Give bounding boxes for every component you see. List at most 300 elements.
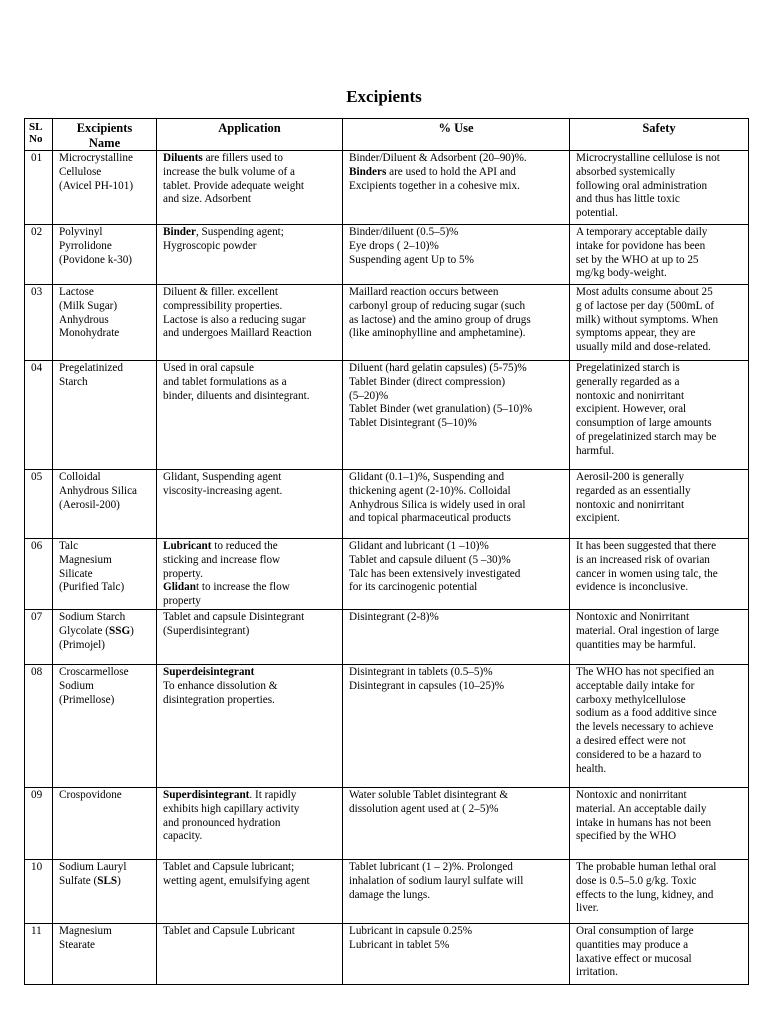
text-segment: ) (130, 624, 134, 637)
text-segment: set by the WHO at up to 25 (576, 253, 699, 266)
use-text-line (349, 925, 563, 939)
text-segment: (Superdisintegrant) (163, 624, 250, 637)
text-segment: damage the lungs. (349, 888, 431, 901)
application-text-line (163, 554, 336, 568)
text-segment: Diluent & filler. excellent (163, 286, 278, 298)
text-segment: Glidant (0.1–1)%, Suspending and (349, 471, 505, 483)
text-segment: thickening agent (2-10)%. Colloidal (349, 484, 511, 497)
application-text-line (163, 666, 336, 680)
text-segment: generally regarded as a (576, 375, 680, 388)
text-segment: of pregelatinized starch may be (576, 430, 717, 443)
name-cell (53, 225, 157, 285)
application-text-line (163, 286, 336, 300)
application-cell (157, 787, 343, 859)
safety-text-line (576, 152, 742, 166)
text-segment: and thus has little toxic (576, 193, 680, 206)
safety-cell (570, 361, 749, 470)
name-text-line (59, 861, 150, 875)
application-text-line (163, 817, 336, 831)
application-cell (157, 664, 343, 787)
safety-text-line (576, 341, 742, 355)
name-text-line (59, 286, 150, 300)
text-segment: Binder/Diluent & Adsorbent (20–90)%. (349, 152, 527, 164)
use-text-line (349, 403, 563, 417)
application-text-line (163, 152, 336, 166)
application-text-line (163, 314, 336, 328)
text-segment: Talc has been extensively investigated (349, 567, 521, 580)
text-segment: Croscarmellose (59, 665, 129, 678)
application-cell (157, 609, 343, 664)
text-segment: liver. (576, 902, 599, 915)
safety-text-line (576, 789, 742, 803)
text-segment: Tablet and Capsule Lubricant (163, 924, 295, 937)
sl-no-cell: 08 (25, 664, 53, 787)
text-segment: g of lactose per day (500mL of (576, 299, 715, 312)
text-segment: Disintegrant in capsules (10–25)% (349, 679, 505, 692)
use-text-line (349, 226, 563, 240)
bold-term: Binder (163, 226, 196, 238)
safety-text-line (576, 471, 742, 485)
application-text-line (163, 362, 336, 376)
safety-text-line (576, 314, 742, 328)
bold-term: Diluents (163, 152, 203, 164)
application-cell (157, 285, 343, 361)
text-segment: intake for povidone has been (576, 239, 706, 252)
header-percent-use: % Use (343, 119, 570, 151)
text-segment: evidence is inconclusive. (576, 581, 689, 594)
safety-text-line (576, 485, 742, 499)
safety-text-line (576, 390, 742, 404)
safety-text-line (576, 889, 742, 903)
text-segment: (like aminophylline and amphetamine). (349, 327, 526, 340)
text-segment: Polyvinyl (59, 226, 103, 238)
text-segment: following oral administration (576, 179, 708, 192)
bold-term: SSG (109, 624, 131, 637)
table-row (25, 151, 749, 225)
name-cell (53, 859, 157, 923)
use-text-line (349, 680, 563, 694)
safety-text-line (576, 286, 742, 300)
use-text-line (349, 485, 563, 499)
text-segment: (Purified Talc) (59, 581, 125, 594)
table-row (25, 787, 749, 859)
use-cell (343, 151, 570, 225)
use-text-line (349, 180, 563, 194)
text-segment: viscosity-increasing agent. (163, 484, 283, 497)
application-text-line (163, 581, 336, 595)
safety-text-line (576, 445, 742, 459)
text-segment: Tablet and Capsule lubricant; (163, 860, 295, 873)
text-segment: mg/kg body-weight. (576, 267, 667, 280)
application-text-line (163, 694, 336, 708)
text-segment: A temporary acceptable daily (576, 226, 708, 238)
name-text-line (59, 611, 150, 625)
text-segment: Diluent (hard gelatin capsules) (5-75)% (349, 362, 527, 374)
text-segment: is an increased risk of ovarian (576, 553, 710, 566)
text-segment: laxative effect or mucosal (576, 952, 692, 965)
text-segment: Pyrrolidone (59, 239, 112, 252)
text-segment: quantities may be harmful. (576, 638, 696, 651)
text-segment: a desired effect were not (576, 734, 686, 747)
application-cell (157, 923, 343, 984)
text-segment: carboxy methylcellulose (576, 693, 686, 706)
name-text-line (59, 152, 150, 166)
text-segment: quantities may produce a (576, 938, 689, 951)
safety-text-line (576, 207, 742, 221)
safety-text-line (576, 803, 742, 817)
safety-cell (570, 151, 749, 225)
text-segment: Anhydrous Silica (59, 484, 137, 497)
application-text-line (163, 226, 336, 240)
text-segment: Magnesium (59, 924, 112, 937)
text-segment: , Suspending agent; (195, 226, 284, 238)
text-segment: Glidant, Suspending agent (163, 471, 282, 483)
safety-text-line (576, 540, 742, 554)
safety-text-line (576, 939, 742, 953)
application-cell (157, 151, 343, 225)
text-segment: Disintegrant in tablets (0.5–5)% (349, 665, 493, 678)
text-segment: carbonyl group of reducing sugar (such (349, 299, 526, 312)
use-text-line (349, 861, 563, 875)
application-text-line (163, 166, 336, 180)
bold-term: Glidan (163, 581, 196, 594)
name-cell (53, 923, 157, 984)
use-cell (343, 859, 570, 923)
text-segment: Tablet and capsule diluent (5 –30)% (349, 553, 511, 566)
text-segment: disintegration properties. (163, 693, 275, 706)
header-name-line-2: Name (88, 135, 121, 150)
application-text-line (163, 595, 336, 609)
text-segment: t to increase the flow (195, 581, 290, 594)
use-cell (343, 225, 570, 285)
safety-text-line (576, 735, 742, 749)
use-cell (343, 664, 570, 787)
text-segment: and size. Adsorbent (163, 193, 251, 206)
application-text-line (163, 830, 336, 844)
text-segment: (Primojel) (59, 638, 105, 651)
text-segment: sodium as a food additive since (576, 707, 717, 720)
safety-text-line (576, 666, 742, 680)
header-application: Application (157, 119, 343, 151)
application-text-line (163, 540, 336, 554)
text-segment: to reduced the (211, 540, 278, 552)
text-segment: dose is 0.5–5.0 g/kg. Toxic (576, 874, 697, 887)
table-row (25, 539, 749, 610)
text-segment: Glidant and lubricant (1 –10)% (349, 540, 489, 552)
sl-no-cell: 04 (25, 361, 53, 470)
safety-text-line (576, 327, 742, 341)
use-cell (343, 923, 570, 984)
application-text-line (163, 680, 336, 694)
name-text-line (59, 581, 150, 595)
use-text-line (349, 240, 563, 254)
text-segment: property (163, 595, 201, 608)
application-text-line (163, 327, 336, 341)
text-segment: Stearate (59, 938, 96, 951)
name-text-line (59, 362, 150, 376)
safety-text-line (576, 193, 742, 207)
text-segment: regarded as an essentially (576, 484, 691, 497)
bold-term: Superdeisintegrant (163, 665, 255, 678)
page-title: Excipients (346, 87, 422, 106)
use-text-line (349, 152, 563, 166)
name-cell (53, 470, 157, 539)
name-text-line (59, 499, 150, 513)
use-text-line (349, 554, 563, 568)
text-segment: Lubricant in capsule 0.25% (349, 924, 473, 937)
text-segment: Lactose (59, 286, 94, 298)
application-text-line (163, 625, 336, 639)
name-text-line (59, 240, 150, 254)
text-segment: sticking and increase flow (163, 553, 281, 566)
text-segment: cancer in women using talc, the (576, 567, 718, 580)
safety-text-line (576, 817, 742, 831)
safety-cell (570, 859, 749, 923)
text-segment: intake in humans has not been (576, 816, 712, 829)
text-segment: (Aerosil-200) (59, 498, 120, 511)
use-text-line (349, 417, 563, 431)
text-segment: Microcrystalline (59, 152, 133, 164)
bold-term: Lubricant (163, 540, 212, 552)
safety-text-line (576, 226, 742, 240)
use-text-line (349, 300, 563, 314)
application-text-line (163, 180, 336, 194)
text-segment: ) (117, 874, 121, 887)
use-text-line (349, 666, 563, 680)
text-segment: milk) without symptoms. When (576, 313, 719, 326)
text-segment: material. An acceptable daily (576, 802, 707, 815)
text-segment: . It rapidly (249, 788, 297, 801)
name-text-line (59, 625, 150, 639)
text-segment: excipient. However, oral (576, 403, 687, 416)
text-segment: To enhance dissolution & (163, 679, 278, 692)
header-excipients-name (53, 119, 157, 151)
name-text-line (59, 925, 150, 939)
safety-cell (570, 470, 749, 539)
text-segment: and undergoes Maillard Reaction (163, 327, 312, 340)
header-safety: Safety (570, 119, 749, 151)
name-text-line (59, 300, 150, 314)
text-segment: compressibility properties. (163, 299, 283, 312)
text-segment: Sodium Starch (59, 610, 126, 623)
text-segment: Talc (59, 540, 79, 552)
text-segment: Hygroscopic powder (163, 239, 257, 252)
application-text-line (163, 471, 336, 485)
text-segment: Maillard reaction occurs between (349, 286, 499, 298)
text-segment: Anhydrous (59, 313, 109, 326)
use-text-line (349, 889, 563, 903)
name-text-line (59, 639, 150, 653)
use-text-line (349, 166, 563, 180)
safety-text-line (576, 721, 742, 735)
text-segment: Nontoxic and Nonirritant (576, 610, 690, 623)
safety-text-line (576, 568, 742, 582)
sl-no-cell: 10 (25, 859, 53, 923)
text-segment: Excipients together in a cohesive mix. (349, 179, 520, 192)
text-segment: wetting agent, emulsifying agent (163, 874, 310, 887)
application-text-line (163, 925, 336, 939)
name-cell (53, 539, 157, 610)
safety-text-line (576, 499, 742, 513)
name-cell (53, 361, 157, 470)
safety-text-line (576, 925, 742, 939)
sl-no-cell: 06 (25, 539, 53, 610)
sl-no-cell: 05 (25, 470, 53, 539)
bold-term: SLS (97, 874, 118, 887)
sl-no-cell: 09 (25, 787, 53, 859)
sl-no-cell: 11 (25, 923, 53, 984)
safety-text-line (576, 694, 742, 708)
table-body (25, 151, 749, 985)
name-cell (53, 285, 157, 361)
header-sl-line: SL (29, 121, 43, 133)
header-no-line: No (29, 133, 43, 145)
application-text-line (163, 240, 336, 254)
text-segment: The probable human lethal oral (576, 860, 717, 873)
text-segment: Lubricant in tablet 5% (349, 938, 450, 951)
safety-text-line (576, 707, 742, 721)
use-text-line (349, 362, 563, 376)
safety-text-line (576, 625, 742, 639)
safety-text-line (576, 362, 742, 376)
text-segment: Tablet Binder (direct compression) (349, 375, 506, 388)
text-segment: Used in oral capsule (163, 362, 255, 374)
safety-text-line (576, 180, 742, 194)
safety-text-line (576, 749, 742, 763)
use-cell (343, 470, 570, 539)
application-cell (157, 225, 343, 285)
application-cell (157, 470, 343, 539)
safety-text-line (576, 902, 742, 916)
text-segment: specified by the WHO (576, 830, 677, 843)
safety-text-line (576, 417, 742, 431)
safety-cell (570, 664, 749, 787)
text-segment: Tablet lubricant (1 – 2)%. Prolonged (349, 860, 513, 873)
use-cell (343, 609, 570, 664)
text-segment: nontoxic and nonirritant (576, 389, 685, 402)
text-segment: Eye drops ( 2–10)% (349, 239, 439, 252)
text-segment: Water soluble Tablet disintegrant & (349, 788, 509, 801)
application-text-line (163, 568, 336, 582)
name-text-line (59, 485, 150, 499)
text-segment: binder, diluents and disintegrant. (163, 389, 310, 402)
text-segment: potential. (576, 207, 618, 220)
text-segment: and pronounced hydration (163, 816, 281, 829)
application-text-line (163, 875, 336, 889)
text-segment: dissolution agent used at ( 2–5)% (349, 802, 499, 815)
application-text-line (163, 300, 336, 314)
safety-text-line (576, 254, 742, 268)
name-text-line (59, 540, 150, 554)
text-segment: nontoxic and nonirritant (576, 498, 685, 511)
text-segment: It has been suggested that there (576, 540, 717, 552)
safety-text-line (576, 581, 742, 595)
safety-text-line (576, 403, 742, 417)
safety-text-line (576, 680, 742, 694)
text-segment: Tablet Disintegrant (5–10)% (349, 417, 477, 430)
header-sl-no (25, 119, 53, 151)
name-text-line (59, 254, 150, 268)
text-segment: usually mild and dose-related. (576, 341, 711, 354)
safety-cell (570, 285, 749, 361)
safety-text-line (576, 166, 742, 180)
application-text-line (163, 861, 336, 875)
use-text-line (349, 581, 563, 595)
text-segment: the levels necessary to achieve (576, 721, 714, 734)
text-segment: excipient. (576, 512, 620, 525)
text-segment: for its carcinogenic potential (349, 581, 478, 594)
sl-no-cell: 03 (25, 285, 53, 361)
header-name-line-1: Excipients (76, 121, 133, 135)
text-segment: capacity. (163, 830, 203, 843)
use-text-line (349, 314, 563, 328)
text-segment: (Povidone k-30) (59, 253, 133, 266)
text-segment: effects to the lung, kidney, and (576, 888, 714, 901)
application-text-line (163, 376, 336, 390)
use-text-line (349, 499, 563, 513)
use-text-line (349, 875, 563, 889)
sl-no-cell: 02 (25, 225, 53, 285)
text-segment: Anhydrous Silica is widely used in oral (349, 498, 526, 511)
safety-text-line (576, 966, 742, 980)
application-text-line (163, 390, 336, 404)
name-cell (53, 787, 157, 859)
text-segment: Pregelatinized starch is (576, 362, 680, 374)
text-segment: Colloidal (59, 471, 101, 483)
text-segment: Cellulose (59, 165, 102, 178)
text-segment: (Primellose) (59, 693, 115, 706)
text-segment: Monohydrate (59, 327, 120, 340)
safety-text-line (576, 861, 742, 875)
text-segment: Disintegrant (2-8)% (349, 610, 439, 623)
text-segment: are used to hold the API and (386, 165, 516, 178)
text-segment: Tablet and capsule Disintegrant (163, 610, 305, 623)
name-text-line (59, 875, 150, 889)
safety-text-line (576, 376, 742, 390)
text-segment: Oral consumption of large (576, 924, 694, 937)
use-text-line (349, 611, 563, 625)
text-segment: consumption of large amounts (576, 417, 712, 430)
use-text-line (349, 540, 563, 554)
name-text-line (59, 680, 150, 694)
use-text-line (349, 254, 563, 268)
safety-cell (570, 539, 749, 610)
table-header (25, 119, 749, 151)
text-segment: tablet. Provide adequate weight (163, 179, 305, 192)
text-segment: acceptable daily intake for (576, 679, 695, 692)
text-segment: and tablet formulations as a (163, 375, 287, 388)
text-segment: property. (163, 567, 203, 580)
name-cell (53, 664, 157, 787)
excipients-table (24, 118, 749, 985)
text-segment: harmful. (576, 444, 615, 457)
table-row (25, 923, 749, 984)
safety-cell (570, 609, 749, 664)
application-text-line (163, 485, 336, 499)
safety-cell (570, 787, 749, 859)
name-text-line (59, 694, 150, 708)
use-text-line (349, 327, 563, 341)
safety-text-line (576, 953, 742, 967)
name-text-line (59, 327, 150, 341)
use-text-line (349, 803, 563, 817)
text-segment: symptoms appear, they are (576, 327, 696, 340)
use-cell (343, 539, 570, 610)
text-segment: Magnesium (59, 553, 112, 566)
name-text-line (59, 314, 150, 328)
safety-text-line (576, 554, 742, 568)
text-segment: Binder/diluent (0.5–5)% (349, 226, 459, 238)
